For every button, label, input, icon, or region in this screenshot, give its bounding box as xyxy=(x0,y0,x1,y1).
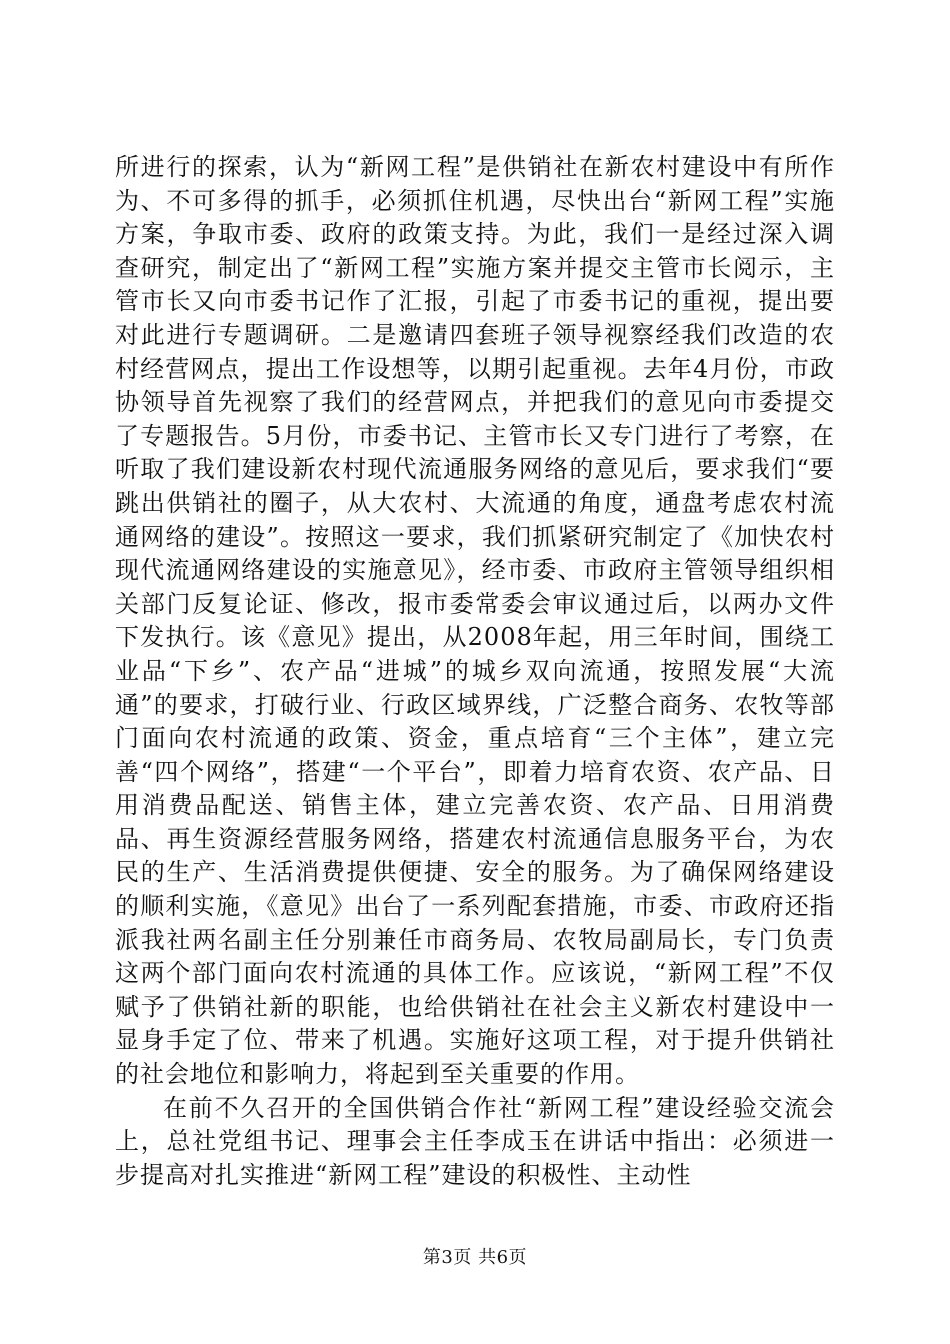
page-number-footer: 第3页 共6页 xyxy=(422,1247,528,1268)
paragraph-continued: 所进行的探索，认为“新网工程”是供销社在新农村建设中有所作为、不可多得的抓手，必须抓住机遇，尽快出台“新网工程”实施方案，争取市委、政府的政策支持。为此，我们一是经过深入调查研究，制定出了“新网工程”实施方案并提交主管市长阅示，主管市长又向市委书记作了汇报，引起了市委书记的重视，提出要对此进行专题调研。二是邀请四套班子领导视察经我们改造的农村经营网点，提出工作设想等，以期引起重视。去年4月份，市政协领导首先视察了我们的经营网点，并把我们的意见向市委提交了专题报告。5月份，市委书记、主管市长又专门进行了考察，在听取了我们建设新农村现代流通服务网络的意见后，要求我们“要跳出供销社的圈子，从大农村、大流通的角度，通盘考虑农村流通网络的建设”。按照这一要求，我们抓紧研究制定了《加快农村现代流通网络建设的实施意见》，经市委、市政府主管领导组织相关部门反复论证、修改，报市委常委会审议通过后，以两办文件下发执行。该《意见》提出，从2008年起，用三年时间，围绕工业品“下乡”、农产品“进城”的城乡双向流通，按照发展“大流通”的要求，打破行业、行政区域界线，广泛整合商务、农牧等部门面向农村流通的政策、资金，重点培育“三个主体”，建立完善“四个网络”，搭建“一个平台”，即着力培育农资、农产品、日用消费品配送、销售主体，建立完善农资、农产品、日用消费品、再生资源经营服务网络，搭建农村流通信息服务平台，为农民的生产、生活消费提供便捷、安全的服务。为了确保网络建设的顺利实施，《意见》出台了一系列配套措施，市委、市政府还指派我社两名副主任分别兼任市商务局、农牧局副局长，专门负责这两个部门面向农村流通的具体工作。应该说，“新网工程”不仅赋予了供销社新的职能，也给供销社在社会主义新农村建设中一显身手定了位、带来了机遇。实施好这项工程，对于提升供销社的社会地位和影响力，将起到至关重要的作用。 xyxy=(115,153,835,1089)
document-body xyxy=(115,151,835,1192)
paragraph: 在前不久召开的全国供销合作社“新网工程”建设经验交流会上，总社党组书记、理事会主任李成玉在讲话中指出：必须进一步提高对扎实推进“新网工程”建设的积极性、主动性 xyxy=(115,1093,835,1189)
